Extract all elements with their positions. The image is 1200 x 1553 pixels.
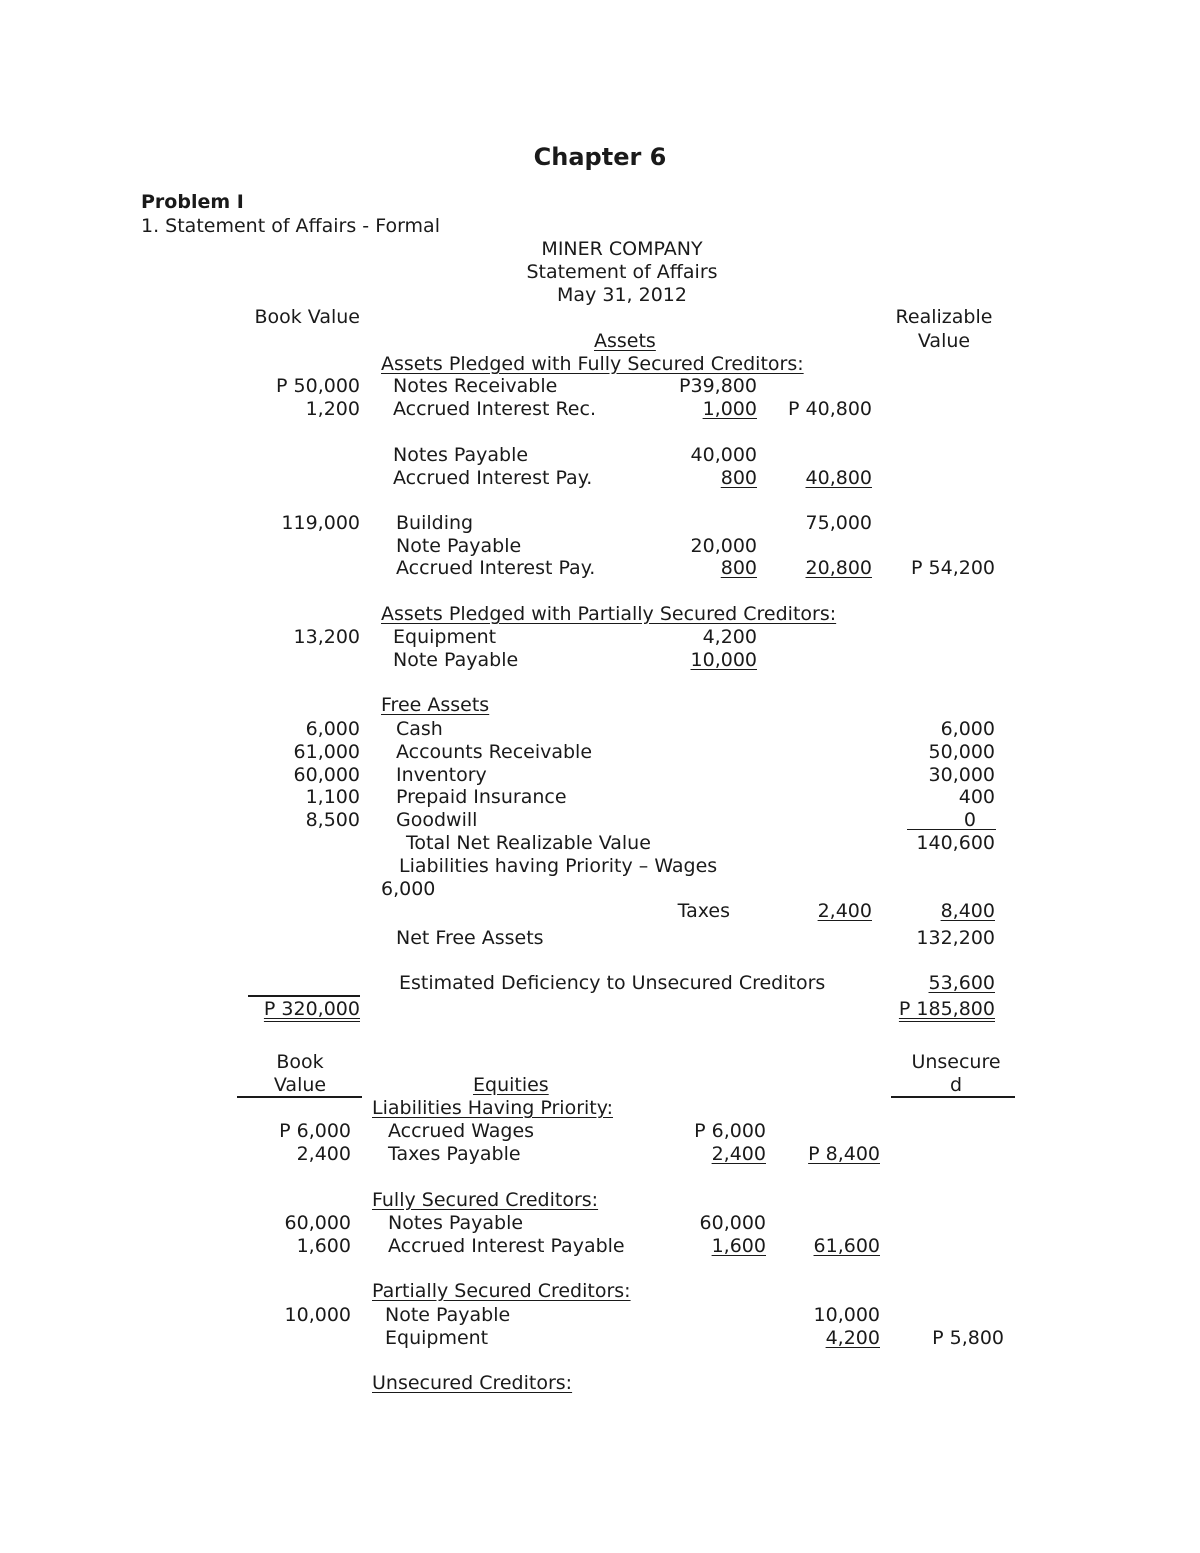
deficiency-label: Estimated Deficiency to Unsecured Creditors	[399, 972, 826, 994]
ps-equipment-total: 4,200	[825, 1327, 880, 1349]
notes-receivable-label: Notes Receivable	[393, 375, 558, 397]
free-asset-realizable: 6,000	[940, 718, 995, 740]
fs-notes-amount: 60,000	[699, 1212, 766, 1234]
priority-eq-total: P 8,400	[808, 1143, 880, 1165]
total-net-realizable-value: 140,600	[916, 832, 995, 854]
ps-note-book: 10,000	[284, 1304, 351, 1326]
ps-note-total: 10,000	[813, 1304, 880, 1326]
fs-interest-amount: 1,600	[711, 1235, 766, 1257]
unsecured-header-1: Unsecure	[911, 1051, 1001, 1073]
free-asset-realizable: 30,000	[928, 764, 995, 786]
taxes-payable-label: Taxes Payable	[388, 1143, 521, 1165]
free-asset-realizable: 50,000	[928, 741, 995, 763]
unsecured-creditors-heading: Unsecured Creditors:	[372, 1372, 573, 1394]
priority-heading: Liabilities Having Priority:	[372, 1097, 613, 1119]
total-net-realizable-label: Total Net Realizable Value	[406, 832, 651, 854]
ps-note-label: Note Payable	[385, 1304, 511, 1326]
notes-payable-label: Notes Payable	[393, 444, 529, 466]
taxes-payable-amount: 2,400	[711, 1143, 766, 1165]
free-asset-label: Goodwill	[396, 809, 478, 831]
fs-interest-label: Accrued Interest Payable	[388, 1235, 625, 1257]
wages-book: P 6,000	[279, 1120, 351, 1142]
accrued-interest-rec-total: P 40,800	[788, 398, 872, 420]
ps-unsecured-amount: P 5,800	[932, 1327, 1004, 1349]
free-asset-label: Cash	[396, 718, 443, 740]
equipment-amount: 4,200	[702, 626, 757, 648]
company-name: MINER COMPANY	[541, 238, 703, 260]
chapter-title: Chapter 6	[533, 143, 667, 171]
accrued-interest-pay-amount: 800	[720, 467, 757, 489]
item-title: 1. Statement of Affairs - Formal	[141, 215, 440, 237]
wages-eq-amount: P 6,000	[694, 1120, 766, 1142]
accrued-interest-pay-2-total: 20,800	[805, 557, 872, 579]
fs-notes-label: Notes Payable	[388, 1212, 524, 1234]
accrued-interest-rec-book: 1,200	[305, 398, 360, 420]
subtotal-rule	[907, 829, 996, 830]
assets-heading: Assets	[594, 330, 656, 352]
notes-receivable-book: P 50,000	[276, 375, 360, 397]
accrued-interest-rec-amount: 1,000	[702, 398, 757, 420]
building-label: Building	[396, 512, 474, 534]
partially-secured-heading: Assets Pledged with Partially Secured Creditors:	[381, 603, 837, 625]
free-asset-book: 60,000	[293, 764, 360, 786]
equipment-label: Equipment	[393, 626, 497, 648]
equipment-book: 13,200	[293, 626, 360, 648]
priority-label: Liabilities having Priority – Wages	[399, 855, 718, 877]
fully-secured-realizable: P 54,200	[911, 557, 995, 579]
building-total: 75,000	[805, 512, 872, 534]
notes-receivable-amount: P39,800	[679, 375, 757, 397]
grand-total-book: P 320,000	[263, 998, 360, 1020]
taxes-book: 2,400	[296, 1143, 351, 1165]
free-asset-label: Accounts Receivable	[396, 741, 593, 763]
free-asset-label: Prepaid Insurance	[396, 786, 567, 808]
building-book: 119,000	[281, 512, 360, 534]
free-asset-book: 6,000	[305, 718, 360, 740]
unsecured-rule	[891, 1096, 1015, 1098]
wages-amount: 6,000	[381, 878, 436, 900]
equities-book-header-2: Value	[273, 1074, 327, 1096]
net-free-assets-label: Net Free Assets	[396, 927, 544, 949]
accrued-interest-pay-total: 40,800	[805, 467, 872, 489]
free-asset-realizable: 0	[963, 809, 976, 831]
priority-total: 8,400	[940, 900, 995, 922]
accrued-interest-pay-2-label: Accrued Interest Pay.	[396, 557, 596, 579]
free-asset-book: 1,100	[305, 786, 360, 808]
statement-name: Statement of Affairs	[526, 261, 718, 283]
wages-label: Accrued Wages	[388, 1120, 535, 1142]
free-asset-label: Inventory	[396, 764, 487, 786]
grand-total-rule	[248, 995, 360, 997]
notes-payable-amount: 40,000	[690, 444, 757, 466]
equities-heading: Equities	[473, 1074, 549, 1096]
problem-title: Problem I	[141, 191, 244, 213]
free-assets-heading: Free Assets	[381, 694, 490, 716]
fully-secured-heading: Assets Pledged with Fully Secured Creditors:	[381, 353, 804, 375]
taxes-amount: 2,400	[817, 900, 872, 922]
fs-interest-book: 1,600	[296, 1235, 351, 1257]
ps-equipment-label: Equipment	[385, 1327, 489, 1349]
free-asset-realizable: 400	[958, 786, 995, 808]
book-value-header: Book Value	[254, 306, 360, 328]
note-payable-amount: 20,000	[690, 535, 757, 557]
realizable-header-2: Value	[917, 330, 971, 352]
note-payable-label: Note Payable	[396, 535, 522, 557]
fully-secured-creditors-heading: Fully Secured Creditors:	[372, 1189, 599, 1211]
partial-note-payable-amount: 10,000	[690, 649, 757, 671]
partially-secured-creditors-heading: Partially Secured Creditors:	[372, 1280, 631, 1302]
equities-book-header-1: Book	[276, 1051, 324, 1073]
deficiency-value: 53,600	[928, 972, 995, 994]
grand-total-realizable: P 185,800	[898, 998, 995, 1020]
net-free-assets-value: 132,200	[916, 927, 995, 949]
accrued-interest-rec-label: Accrued Interest Rec.	[393, 398, 596, 420]
unsecured-header-2: d	[949, 1074, 963, 1096]
statement-date: May 31, 2012	[557, 284, 687, 306]
accrued-interest-pay-label: Accrued Interest Pay.	[393, 467, 593, 489]
free-asset-book: 8,500	[305, 809, 360, 831]
fs-notes-book: 60,000	[284, 1212, 351, 1234]
fs-interest-total: 61,600	[813, 1235, 880, 1257]
accrued-interest-pay-2-amount: 800	[720, 557, 757, 579]
taxes-label: Taxes	[677, 900, 730, 922]
free-asset-book: 61,000	[293, 741, 360, 763]
realizable-header-1: Realizable	[895, 306, 993, 328]
partial-note-payable-label: Note Payable	[393, 649, 519, 671]
equities-book-rule	[237, 1096, 362, 1098]
